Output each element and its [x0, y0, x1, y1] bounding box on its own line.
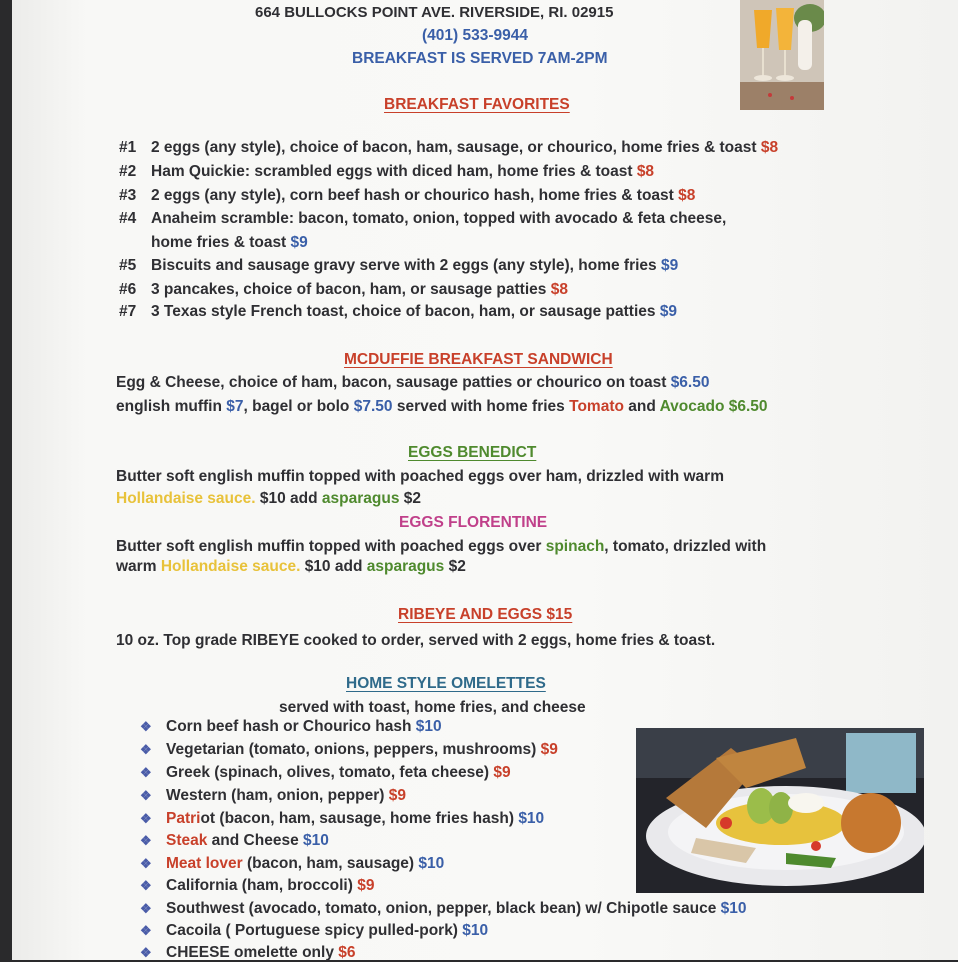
omelette-name-highlight: Meat lover — [166, 855, 243, 872]
diamond-bullet-icon: ❖ — [140, 878, 152, 893]
omelette-price: $10 — [418, 855, 445, 872]
omelette-text: Western (ham, onion, pepper) — [166, 787, 385, 804]
asparagus-price: $2 — [403, 490, 422, 507]
omelettes-title: HOME STYLE OMELETTES — [346, 675, 546, 692]
item-number: #1 — [119, 139, 137, 156]
omelette-item — [140, 718, 442, 736]
item-price: $8 — [678, 187, 696, 204]
item-number: #3 — [119, 187, 137, 204]
diamond-bullet-icon: ❖ — [140, 833, 152, 848]
sandwich-text: english muffin — [116, 398, 222, 415]
omelette-item — [140, 900, 747, 918]
sandwich-line-1 — [116, 374, 709, 392]
favorite-item-5 — [119, 257, 678, 275]
favorite-item-3 — [119, 187, 695, 205]
omelette-photo — [636, 728, 924, 893]
omelette-item — [140, 810, 544, 828]
favorites-title: BREAKFAST FAVORITES — [384, 96, 570, 113]
favorite-item-4-cont — [151, 234, 308, 252]
sandwich-price: $6.50 — [670, 374, 710, 391]
florentine-text: warm — [116, 558, 157, 575]
omelette-price: $6 — [338, 944, 356, 961]
sandwich-text: and — [628, 398, 656, 415]
benedict-title: EGGS BENEDICT — [408, 444, 537, 461]
diamond-bullet-icon: ❖ — [140, 742, 152, 757]
omelette-item — [140, 922, 488, 940]
omelette-item — [140, 877, 374, 895]
item-text: Biscuits and sausage gravy serve with 2 eggs (any style), home fries — [151, 257, 657, 274]
diamond-bullet-icon: ❖ — [140, 811, 152, 826]
omelette-price: $10 — [518, 810, 545, 827]
florentine-line-2 — [116, 558, 466, 576]
omelette-price: $9 — [540, 741, 558, 758]
florentine-title: EGGS FLORENTINE — [399, 514, 548, 531]
omelette-name-highlight: Patri — [166, 810, 201, 827]
ribeye-line: 10 oz. Top grade RIBEYE cooked to order, served with 2 eggs, home fries & toast. — [116, 632, 716, 649]
item-price: $8 — [550, 281, 568, 298]
omelette-text: Cacoila ( Portuguese spicy pulled-pork) — [166, 922, 458, 939]
favorite-item-6 — [119, 281, 568, 299]
omelette-text: Vegetarian (tomato, onions, peppers, mushrooms) — [166, 741, 537, 758]
diamond-bullet-icon: ❖ — [140, 856, 152, 871]
sandwich-title: MCDUFFIE BREAKFAST SANDWICH — [344, 351, 613, 368]
omelette-text: (bacon, ham, sausage) — [242, 855, 415, 872]
diamond-bullet-icon: ❖ — [140, 923, 152, 938]
omelette-price: $9 — [388, 787, 407, 804]
omelette-item — [140, 787, 406, 805]
restaurant-address: 664 BULLOCKS POINT AVE. RIVERSIDE, RI. 02915 — [255, 4, 614, 21]
omelette-item — [140, 832, 329, 850]
hollandaise-label: Hollandaise sauce. — [160, 558, 301, 575]
item-text: Anaheim scramble: bacon, tomato, onion, topped with avocado & feta cheese, — [151, 210, 727, 227]
ribeye-title: RIBEYE AND EGGS $15 — [398, 606, 573, 623]
omelette-price: $10 — [462, 922, 489, 939]
item-text: 2 eggs (any style), corn beef hash or chourico hash, home fries & toast — [151, 187, 674, 204]
item-price: $8 — [760, 139, 779, 156]
omelette-price: $9 — [357, 877, 375, 894]
omelette-text: and Cheese — [207, 832, 299, 849]
florentine-text: Butter soft english muffin topped with poached eggs over — [116, 538, 542, 555]
florentine-price: $10 add — [304, 558, 363, 575]
asparagus-label: asparagus — [321, 490, 400, 507]
florentine-text: , tomato, drizzled with — [604, 538, 767, 555]
omelette-text: CHEESE omelette only — [166, 944, 334, 961]
benedict-line-2 — [116, 490, 421, 508]
sandwich-price: $7.50 — [353, 398, 393, 415]
omelette-item — [140, 741, 558, 759]
item-text: 3 pancakes, choice of bacon, ham, or sausage patties — [151, 281, 547, 298]
sandwich-line-2 — [116, 398, 768, 416]
item-number: #6 — [119, 281, 137, 298]
breakfast-hours: BREAKFAST IS SERVED 7AM-2PM — [352, 50, 608, 67]
tomato-option: Tomato — [569, 398, 624, 415]
sandwich-price: $7 — [226, 398, 244, 415]
mimosa-photo — [740, 0, 824, 110]
diamond-bullet-icon: ❖ — [140, 719, 152, 734]
omelette-price: $10 — [415, 718, 442, 735]
florentine-line-1 — [116, 538, 766, 556]
hollandaise-label: Hollandaise sauce. — [116, 490, 256, 507]
diamond-bullet-icon: ❖ — [140, 765, 152, 780]
omelette-item — [140, 764, 511, 782]
omelette-text: Greek (spinach, olives, tomato, feta cheese) — [166, 764, 490, 781]
diamond-bullet-icon: ❖ — [140, 901, 152, 916]
omelette-text: Southwest (avocado, tomato, onion, pepper, black bean) w/ Chipotle sauce — [166, 900, 717, 917]
item-price: $9 — [659, 303, 678, 320]
item-price: $9 — [661, 257, 679, 274]
asparagus-price: $2 — [448, 558, 466, 575]
omelette-text: Corn beef hash or Chourico hash — [166, 718, 412, 735]
menu-paper — [12, 0, 958, 960]
item-number: #5 — [119, 257, 137, 274]
omelette-price: $9 — [493, 764, 511, 781]
favorite-item-2 — [119, 163, 654, 181]
sandwich-text: Egg & Cheese, choice of ham, bacon, sausage patties or chourico on toast — [116, 374, 667, 391]
favorite-item-7 — [119, 303, 677, 321]
item-text: Ham Quickie: scrambled eggs with diced ham, home fries & toast — [151, 163, 633, 180]
restaurant-phone: (401) 533-9944 — [422, 27, 528, 44]
benedict-line-1: Butter soft english muffin topped with poached eggs over ham, drizzled with warm — [116, 468, 724, 485]
spinach-label: spinach — [545, 538, 605, 555]
favorite-item-1 — [119, 139, 778, 157]
asparagus-label: asparagus — [366, 558, 445, 575]
item-text: 3 Texas style French toast, choice of bacon, ham, or sausage patties — [151, 303, 656, 320]
benedict-price: $10 add — [259, 490, 318, 507]
omelettes-subtitle: served with toast, home fries, and cheese — [279, 699, 586, 716]
item-number: #7 — [119, 303, 137, 320]
omelette-text: ot (bacon, ham, sausage, home fries hash) — [200, 810, 514, 827]
diamond-bullet-icon: ❖ — [140, 788, 152, 803]
sandwich-text: , bagel or bolo — [243, 398, 350, 415]
item-number: #2 — [119, 163, 137, 180]
omelette-price: $10 — [720, 900, 747, 917]
omelette-item — [140, 944, 356, 962]
item-price: $9 — [290, 234, 308, 251]
item-number: #4 — [119, 210, 137, 227]
sandwich-text: served with home fries — [396, 398, 565, 415]
omelette-price: $10 — [303, 832, 329, 849]
item-price: $8 — [636, 163, 655, 180]
omelette-text: California (ham, broccoli) — [166, 877, 353, 894]
omelette-name-highlight: Steak — [166, 832, 208, 849]
avocado-option: Avocado $6.50 — [659, 398, 768, 415]
favorite-item-4 — [119, 210, 726, 228]
omelette-item — [140, 855, 444, 873]
diamond-bullet-icon: ❖ — [140, 945, 152, 960]
item-text: home fries & toast — [151, 234, 287, 251]
item-text: 2 eggs (any style), choice of bacon, ham, sausage, or chourico, home fries & toast — [151, 139, 757, 156]
